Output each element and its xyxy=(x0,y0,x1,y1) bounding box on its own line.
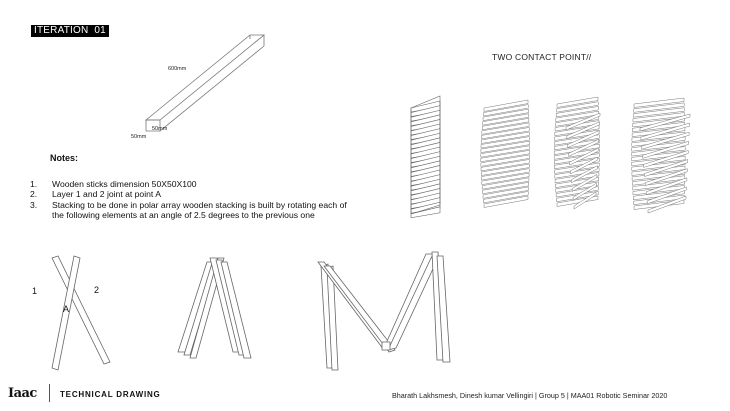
iaac-logo: Iaac xyxy=(8,386,37,401)
note-number: 3. xyxy=(30,199,38,210)
a-frame-stack xyxy=(178,258,251,358)
joint-point-a-label: A xyxy=(63,304,70,314)
footer-title: TECHNICAL DRAWING xyxy=(60,390,161,399)
m-frame-stack xyxy=(318,252,450,370)
contact-point-title: TWO CONTACT POINT// xyxy=(492,52,592,62)
stick-depth-label: 50mm xyxy=(131,134,147,140)
note-text: Stacking to be done in polar array wooden stacking is built by rotating each of the following elements at an angle of 2.5 degrees to the previous one xyxy=(52,199,347,221)
note-text: Layer 1 and 2 joint at point A xyxy=(52,189,161,200)
footer-divider xyxy=(49,384,50,402)
notes-heading: Notes: xyxy=(50,153,79,163)
iteration-label: ITERATION 01 xyxy=(31,25,109,37)
note-number: 2. xyxy=(30,189,38,200)
layer-1-label: 1 xyxy=(32,286,38,296)
stick-length-label: 600mm xyxy=(168,66,187,72)
footer-credit: Bharath Lakhsmesh, Dinesh kumar Vellingiri | Group 5 | MAA01 Robotic Seminar 2020 xyxy=(392,391,668,400)
layer-2-label: 2 xyxy=(94,285,100,295)
x-joint-diagram xyxy=(52,256,110,370)
note-text: Wooden sticks dimension 50X50X100 xyxy=(52,179,197,189)
note-number: 1. xyxy=(30,179,38,189)
stick-width-label: 50mm xyxy=(152,126,168,132)
